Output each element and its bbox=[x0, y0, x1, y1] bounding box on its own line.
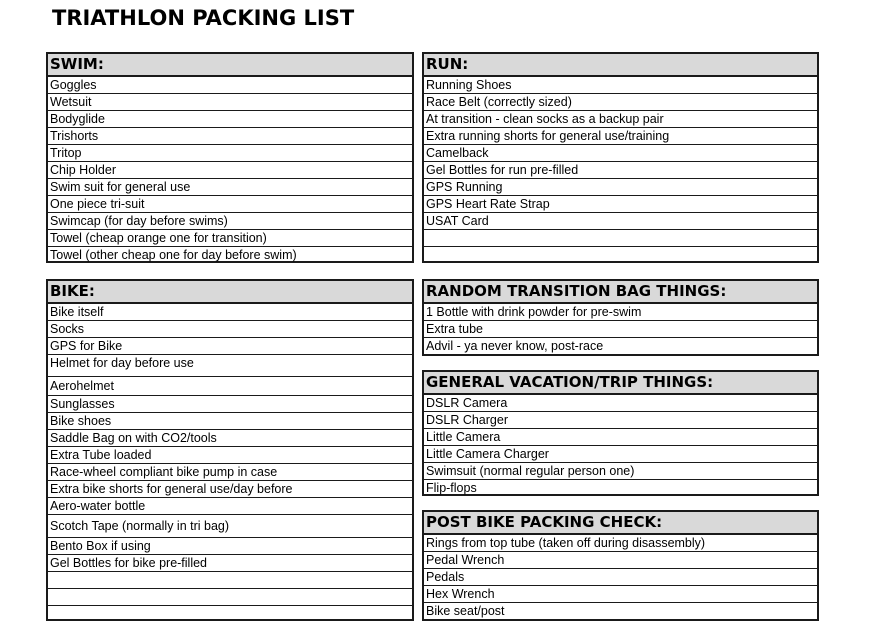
run-item: Running Shoes bbox=[424, 77, 817, 94]
vacation-item: Little Camera Charger bbox=[424, 446, 817, 463]
swim-item: Swimcap (for day before swims) bbox=[48, 213, 412, 230]
bike-item: GPS for Bike bbox=[48, 338, 412, 355]
bike-item: Socks bbox=[48, 321, 412, 338]
random-transition-item: Advil - ya never know, post-race bbox=[426, 339, 604, 353]
run-header: RUN: bbox=[424, 54, 817, 77]
post-bike-item: Rings from top tube (taken off during disassembly) bbox=[424, 535, 817, 552]
run-section bbox=[422, 52, 819, 263]
swim-item: Tritop bbox=[48, 145, 412, 162]
post-bike-item: Hex Wrench bbox=[424, 586, 817, 603]
post-bike-header: POST BIKE PACKING CHECK: bbox=[424, 512, 817, 535]
swim-item: Bodyglide bbox=[48, 111, 412, 128]
bike-item: Gel Bottles for bike pre-filled bbox=[48, 555, 412, 572]
bike-item: Extra bike shorts for general use/day before bbox=[48, 481, 412, 498]
swim-item: Wetsuit bbox=[48, 94, 412, 111]
run-item: Gel Bottles for run pre-filled bbox=[424, 162, 817, 179]
post-bike-item: Pedals bbox=[424, 569, 817, 586]
bike-item: Scotch Tape (normally in tri bag) bbox=[48, 515, 412, 538]
bike-item: Bike itself bbox=[48, 304, 412, 321]
run-item bbox=[424, 230, 817, 247]
bike-item: Saddle Bag on with CO2/tools bbox=[48, 430, 412, 447]
bike-item bbox=[48, 606, 412, 623]
vacation-item: Flip-flops bbox=[426, 481, 477, 495]
bike-item: Aero-water bottle bbox=[48, 498, 412, 515]
bike-header: BIKE: bbox=[48, 281, 412, 304]
page-title: TRIATHLON PACKING LIST bbox=[52, 6, 355, 30]
bike-item: Bike shoes bbox=[48, 413, 412, 430]
bike-item: Extra Tube loaded bbox=[48, 447, 412, 464]
random-transition-item: Extra tube bbox=[424, 321, 817, 338]
run-item: USAT Card bbox=[424, 213, 817, 230]
swim-item: Towel (cheap orange one for transition) bbox=[48, 230, 412, 247]
bike-item bbox=[48, 572, 412, 589]
vacation-section bbox=[422, 370, 819, 496]
random-transition-section bbox=[422, 279, 819, 356]
post-bike-section bbox=[422, 510, 819, 621]
run-item: Race Belt (correctly sized) bbox=[424, 94, 817, 111]
random-transition-item: 1 Bottle with drink powder for pre-swim bbox=[424, 304, 817, 321]
swim-item: Swim suit for general use bbox=[48, 179, 412, 196]
swim-item: Towel (other cheap one for day before swim) bbox=[50, 248, 297, 262]
bike-item bbox=[48, 589, 412, 606]
swim-item: Trishorts bbox=[48, 128, 412, 145]
swim-section bbox=[46, 52, 414, 263]
bike-item: Helmet for day before use bbox=[48, 355, 412, 377]
swim-header: SWIM: bbox=[48, 54, 412, 77]
run-item bbox=[424, 247, 817, 264]
random-transition-header: RANDOM TRANSITION BAG THINGS: bbox=[424, 281, 817, 304]
bike-item: Sunglasses bbox=[48, 396, 412, 413]
bike-item: Race-wheel compliant bike pump in case bbox=[48, 464, 412, 481]
bike-section bbox=[46, 279, 414, 621]
vacation-item: DSLR Camera bbox=[424, 395, 817, 412]
vacation-item: Swimsuit (normal regular person one) bbox=[424, 463, 817, 480]
vacation-header: GENERAL VACATION/TRIP THINGS: bbox=[424, 372, 817, 395]
bike-item: Bento Box if using bbox=[48, 538, 412, 555]
vacation-item: DSLR Charger bbox=[424, 412, 817, 429]
run-item: At transition - clean socks as a backup pair bbox=[424, 111, 817, 128]
post-bike-item: Pedal Wrench bbox=[424, 552, 817, 569]
run-item: Camelback bbox=[424, 145, 817, 162]
swim-item: One piece tri-suit bbox=[48, 196, 412, 213]
swim-item: Chip Holder bbox=[48, 162, 412, 179]
run-item: GPS Heart Rate Strap bbox=[424, 196, 817, 213]
bike-item: Aerohelmet bbox=[48, 377, 412, 396]
vacation-item: Little Camera bbox=[424, 429, 817, 446]
swim-item: Goggles bbox=[48, 77, 412, 94]
run-item: Extra running shorts for general use/training bbox=[424, 128, 817, 145]
run-item: GPS Running bbox=[424, 179, 817, 196]
post-bike-item: Bike seat/post bbox=[426, 604, 505, 618]
